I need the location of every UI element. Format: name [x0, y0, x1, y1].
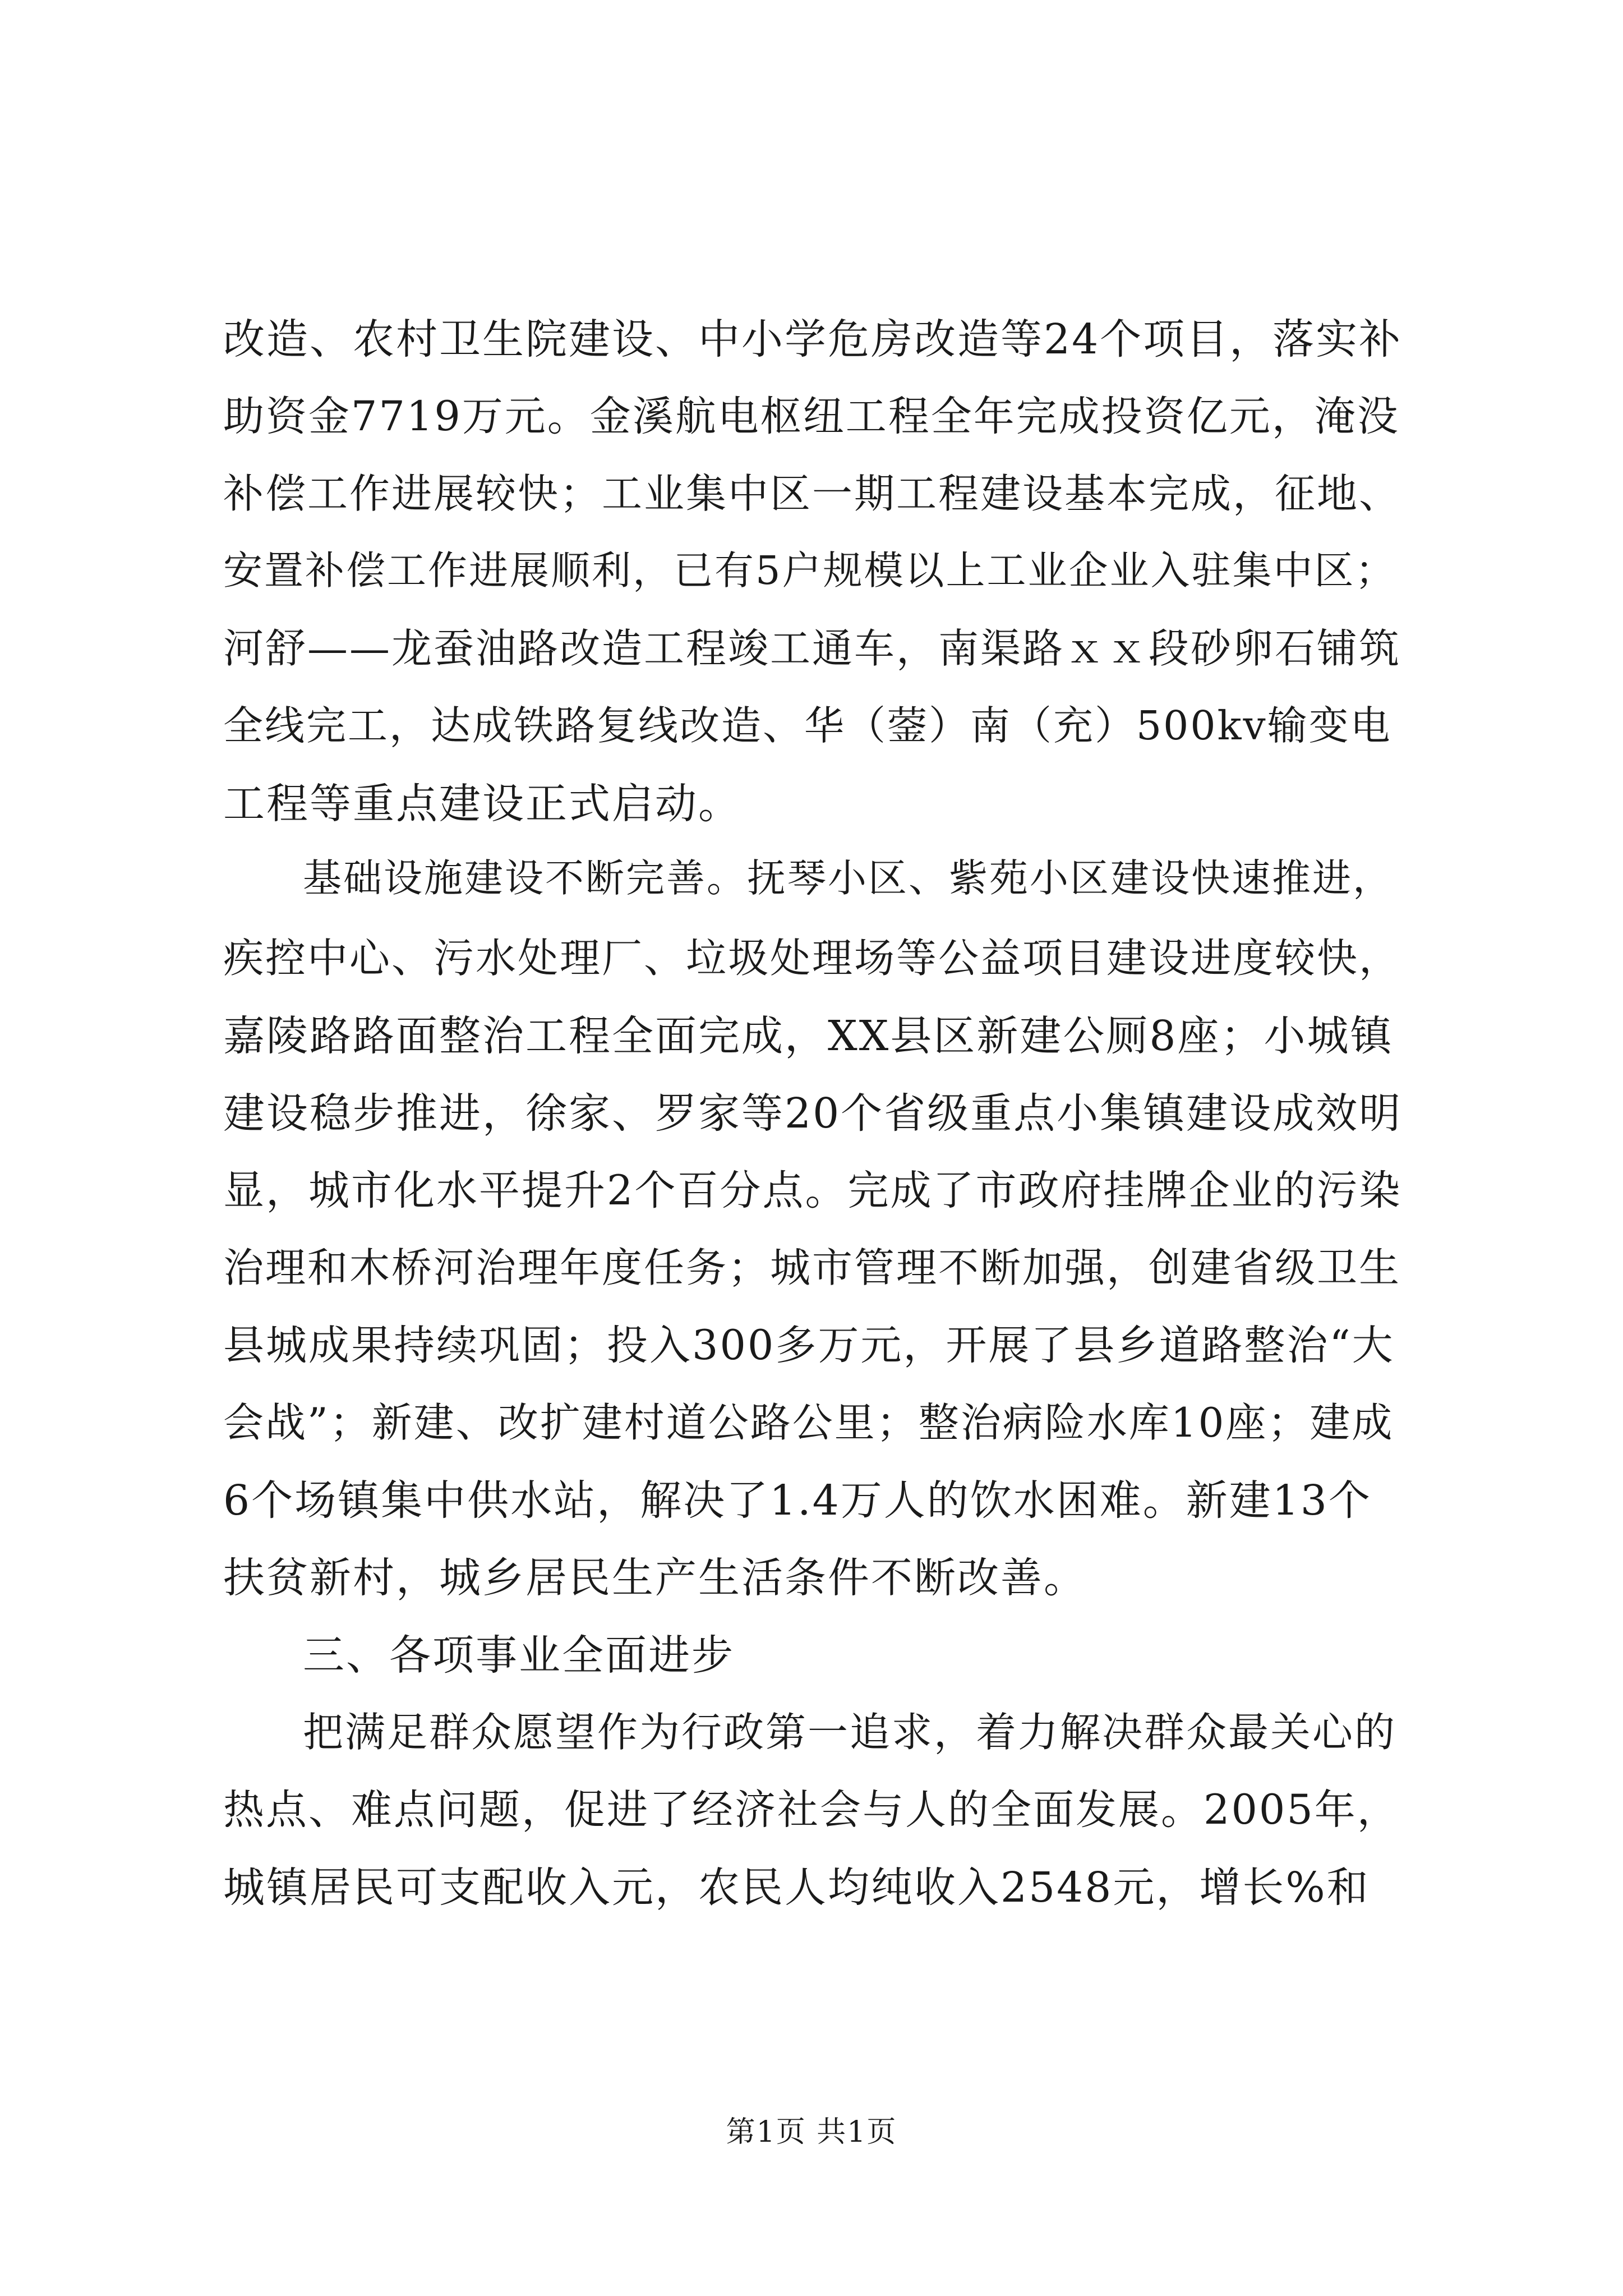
text-line-3: 补偿工作进展较快；工业集中区一期工程建设基本完成，征地、 [223, 470, 1401, 517]
text-line-10: 嘉陵路路面整治工程全面完成，XX县区新建公厕8座；小城镇 [223, 1012, 1394, 1060]
paragraph-start-line: 基础设施建设不断完善。抚琴小区、紫苑小区建设快速推进， [303, 856, 1393, 901]
section-heading: 三、各项事业全面进步 [303, 1631, 735, 1680]
text-line-7: 工程等重点建设正式启动。 [223, 780, 741, 828]
page-footer: 第1页 共1页 [726, 2115, 897, 2149]
text-line-11: 建设稳步推进，徐家、罗家等20个省级重点小集镇建设成效明 [223, 1089, 1403, 1138]
text-line-1: 改造、农村卫生院建设、中小学危房改造等24个项目，落实补 [223, 315, 1403, 364]
text-line-9: 疾控中心、污水处理厂、垃圾处理场等公益项目建设进度较快， [223, 935, 1401, 982]
text-line-4: 安置补偿工作进展顺利，已有5户规模以上工业企业入驻集中区； [223, 547, 1396, 593]
text-line-15: 会战”；新建、改扩建村道公路公里；整治病险水库10座；建成 [223, 1399, 1394, 1446]
text-line-13: 治理和木桥河治理年度任务；城市管理不断加强，创建省级卫生 [223, 1244, 1401, 1291]
text-line-14: 县城成果持续巩固；投入300多万元，开展了县乡道路整治“大 [223, 1322, 1395, 1369]
text-line-12: 显，城市化水平提升2个百分点。完成了市政府挂牌企业的污染 [223, 1167, 1402, 1214]
text-line-16: 6个场镇集中供水站，解决了1.4万人的饮水困难。新建13个 [223, 1476, 1372, 1525]
text-line-17: 扶贫新村，城乡居民生产生活条件不断改善。 [223, 1554, 1087, 1602]
text-line-21: 城镇居民可支配收入元，农民人均纯收入2548元，增长%和 [223, 1864, 1370, 1912]
text-line-5: 河舒——龙蚕油路改造工程竣工通车，南渠路ｘｘ段砂卵石铺筑 [223, 625, 1401, 672]
paragraph-start-line-2: 把满足群众愿望作为行政第一追求，着力解决群众最关心的 [303, 1709, 1397, 1756]
text-line-20: 热点、难点问题，促进了经济社会与人的全面发展。2005年， [223, 1786, 1400, 1834]
text-line-2: 助资金7719万元。金溪航电枢纽工程全年完成投资亿元，淹没 [223, 393, 1400, 440]
text-line-6: 全线完工，达成铁路复线改造、华（蓥）南（充）500kv输变电 [223, 702, 1392, 749]
